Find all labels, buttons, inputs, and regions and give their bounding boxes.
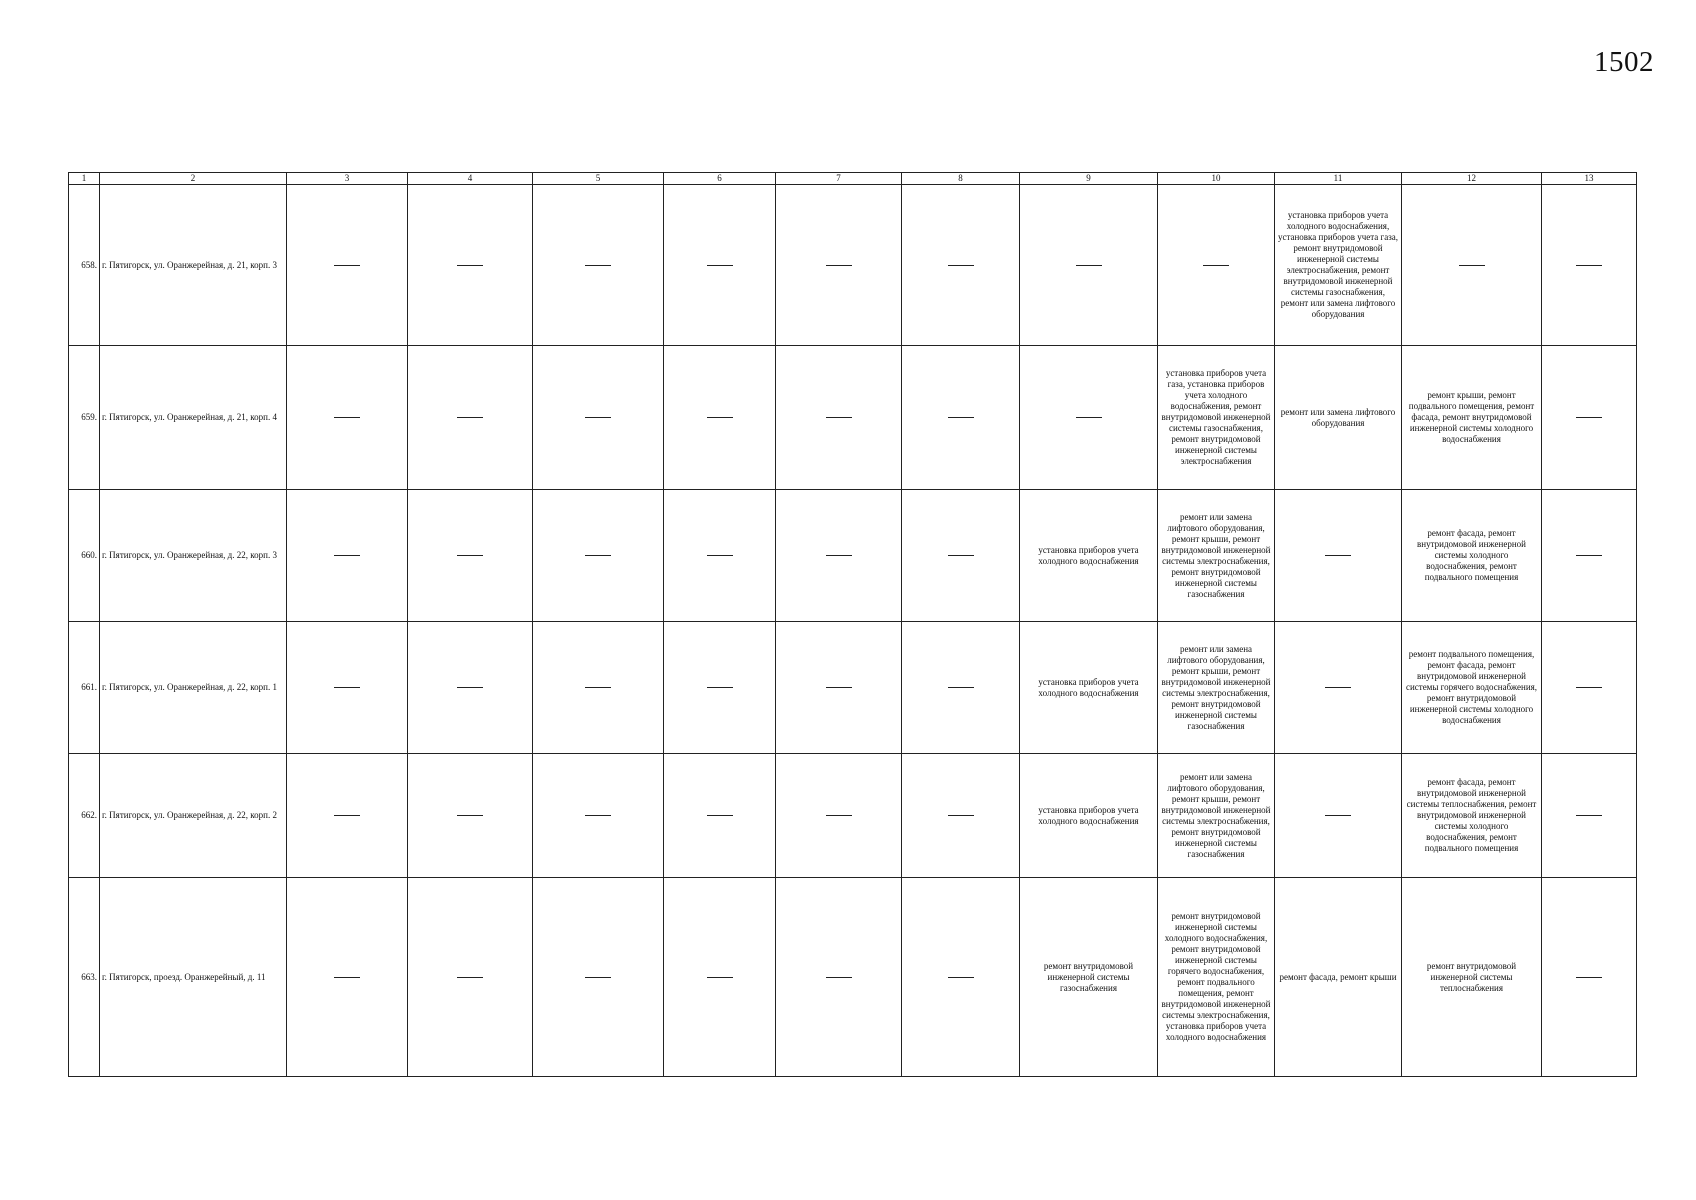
work-description-cell — [1402, 754, 1542, 878]
dash-mark — [1576, 687, 1602, 688]
empty-cell — [533, 490, 664, 622]
column-number-header: 3 — [287, 173, 408, 185]
dash-mark — [1325, 555, 1351, 556]
row-address: г. Пятигорск, проезд. Оранжерейный, д. 11 — [100, 878, 287, 1077]
table-row — [69, 754, 1637, 878]
empty-cell — [408, 490, 533, 622]
dash-mark — [334, 265, 360, 266]
empty-cell — [1020, 346, 1158, 490]
dash-mark — [585, 687, 611, 688]
empty-cell — [902, 622, 1020, 754]
empty-cell — [408, 754, 533, 878]
work-description: ремонт внутридомовой инженерной системы газоснабжения — [1043, 960, 1134, 993]
dash-mark — [707, 265, 733, 266]
empty-cell — [902, 490, 1020, 622]
dash-mark — [334, 977, 360, 978]
empty-cell — [287, 878, 408, 1077]
column-number-header: 12 — [1402, 173, 1542, 185]
empty-cell — [902, 346, 1020, 490]
dash-mark — [457, 977, 483, 978]
work-description-cell — [1275, 346, 1402, 490]
dash-mark — [585, 815, 611, 816]
row-number: 662. — [69, 754, 100, 878]
work-description-cell — [1275, 185, 1402, 346]
empty-cell — [287, 622, 408, 754]
work-description: ремонт внутридомовой инженерной системы холодного водоснабжения, ремонт внутридомовой инженерной системы горячего водоснабжения, ремонт подвального помещения, ремонт внутридомовой инженерной системы электроснабжения, установка приборов учета холодного водоснабжения — [1161, 911, 1271, 1042]
table-row — [69, 490, 1637, 622]
column-number-header: 5 — [533, 173, 664, 185]
dash-mark — [1576, 977, 1602, 978]
dash-mark — [826, 687, 852, 688]
table-row — [69, 622, 1637, 754]
column-number-header: 9 — [1020, 173, 1158, 185]
dash-mark — [948, 417, 974, 418]
work-description-cell — [1158, 878, 1275, 1077]
dash-mark — [826, 555, 852, 556]
dash-mark — [1576, 417, 1602, 418]
empty-cell — [664, 622, 776, 754]
dash-mark — [1203, 265, 1229, 266]
empty-cell — [1542, 490, 1637, 622]
work-description: установка приборов учета холодного водоснабжения — [1038, 544, 1139, 566]
dash-mark — [334, 815, 360, 816]
work-description: ремонт фасада, ремонт внутридомовой инженерной системы холодного водоснабжения, ремонт подвального помещения — [1417, 528, 1526, 582]
empty-cell — [287, 346, 408, 490]
dash-mark — [334, 417, 360, 418]
empty-cell — [776, 185, 902, 346]
row-address: г. Пятигорск, ул. Оранжерейная, д. 21, корп. 4 — [100, 346, 287, 490]
work-description-cell — [1020, 754, 1158, 878]
work-description: ремонт подвального помещения, ремонт фасада, ремонт внутридомовой инженерной системы горячего водоснабжения, ремонт внутридомовой инженерной системы холодного водоснабжения — [1405, 649, 1538, 725]
dash-mark — [585, 265, 611, 266]
work-description: установка приборов учета холодного водоснабжения — [1038, 804, 1139, 826]
column-number-header: 6 — [664, 173, 776, 185]
work-description-cell — [1158, 622, 1275, 754]
dash-mark — [334, 687, 360, 688]
dash-mark — [1076, 265, 1102, 266]
dash-mark — [826, 977, 852, 978]
dash-mark — [585, 555, 611, 556]
dash-mark — [457, 687, 483, 688]
works-table — [68, 172, 1637, 1077]
dash-mark — [457, 417, 483, 418]
dash-mark — [707, 687, 733, 688]
row-number: 663. — [69, 878, 100, 1077]
empty-cell — [664, 490, 776, 622]
work-description-cell — [1402, 622, 1542, 754]
empty-cell — [408, 346, 533, 490]
row-address: г. Пятигорск, ул. Оранжерейная, д. 21, корп. 3 — [100, 185, 287, 346]
column-number-header: 8 — [902, 173, 1020, 185]
dash-mark — [457, 555, 483, 556]
empty-cell — [287, 490, 408, 622]
column-number-header: 4 — [408, 173, 533, 185]
work-description: ремонт или замена лифтового оборудования — [1280, 406, 1396, 428]
empty-cell — [408, 185, 533, 346]
table-row — [69, 346, 1637, 490]
empty-cell — [776, 346, 902, 490]
empty-cell — [902, 754, 1020, 878]
dash-mark — [1076, 417, 1102, 418]
dash-mark — [707, 417, 733, 418]
work-description-cell — [1402, 490, 1542, 622]
empty-cell — [408, 622, 533, 754]
work-description: ремонт или замена лифтового оборудования, ремонт крыши, ремонт внутридомовой инженерной системы электроснабжения, ремонт внутридомовой инженерной системы газоснабжения — [1161, 511, 1271, 599]
dash-mark — [948, 815, 974, 816]
empty-cell — [533, 185, 664, 346]
empty-cell — [1542, 346, 1637, 490]
row-number: 660. — [69, 490, 100, 622]
dash-mark — [334, 555, 360, 556]
empty-cell — [533, 754, 664, 878]
row-address: г. Пятигорск, ул. Оранжерейная, д. 22, корп. 1 — [100, 622, 287, 754]
empty-cell — [1542, 185, 1637, 346]
empty-cell — [1542, 754, 1637, 878]
empty-cell — [287, 754, 408, 878]
empty-cell — [287, 185, 408, 346]
empty-cell — [902, 185, 1020, 346]
empty-cell — [776, 878, 902, 1077]
table-row — [69, 878, 1637, 1077]
dash-mark — [948, 687, 974, 688]
empty-cell — [664, 878, 776, 1077]
empty-cell — [1542, 622, 1637, 754]
empty-cell — [664, 185, 776, 346]
column-number-header: 11 — [1275, 173, 1402, 185]
row-number: 658. — [69, 185, 100, 346]
work-description: ремонт крыши, ремонт подвального помещения, ремонт фасада, ремонт внутридомовой инженерной системы холодного водоснабжения — [1408, 390, 1535, 444]
work-description: установка приборов учета газа, установка приборов учета холодного водоснабжения, ремонт внутридомовой инженерной системы газоснабжения, ремонт внутридомовой инженерной системы электроснабжения — [1161, 368, 1271, 466]
row-address: г. Пятигорск, ул. Оранжерейная, д. 22, корп. 3 — [100, 490, 287, 622]
work-description-cell — [1020, 490, 1158, 622]
row-number: 659. — [69, 346, 100, 490]
column-number-header: 7 — [776, 173, 902, 185]
empty-cell — [776, 490, 902, 622]
work-description-cell — [1402, 346, 1542, 490]
dash-mark — [707, 555, 733, 556]
empty-cell — [533, 346, 664, 490]
dash-mark — [948, 555, 974, 556]
dash-mark — [948, 265, 974, 266]
work-description-cell — [1158, 490, 1275, 622]
empty-cell — [776, 754, 902, 878]
empty-cell — [1275, 490, 1402, 622]
dash-mark — [1325, 815, 1351, 816]
dash-mark — [826, 265, 852, 266]
dash-mark — [457, 265, 483, 266]
dash-mark — [948, 977, 974, 978]
work-description: ремонт внутридомовой инженерной системы теплоснабжения — [1426, 960, 1517, 993]
column-number-row — [69, 173, 1637, 185]
dash-mark — [826, 815, 852, 816]
work-description-cell — [1020, 878, 1158, 1077]
dash-mark — [826, 417, 852, 418]
empty-cell — [664, 754, 776, 878]
row-address: г. Пятигорск, ул. Оранжерейная, д. 22, корп. 2 — [100, 754, 287, 878]
work-description: ремонт или замена лифтового оборудования, ремонт крыши, ремонт внутридомовой инженерной системы электроснабжения, ремонт внутридомовой инженерной системы газоснабжения — [1161, 643, 1271, 731]
dash-mark — [457, 815, 483, 816]
empty-cell — [1020, 185, 1158, 346]
empty-cell — [664, 346, 776, 490]
empty-cell — [902, 878, 1020, 1077]
dash-mark — [707, 977, 733, 978]
dash-mark — [1576, 555, 1602, 556]
column-number-header: 10 — [1158, 173, 1275, 185]
table-row — [69, 185, 1637, 346]
work-description-cell — [1158, 754, 1275, 878]
work-description-cell — [1020, 622, 1158, 754]
dash-mark — [585, 417, 611, 418]
page-number: 1502 — [1594, 46, 1654, 78]
empty-cell — [1275, 622, 1402, 754]
dash-mark — [1576, 815, 1602, 816]
work-description: ремонт фасада, ремонт внутридомовой инженерной системы теплоснабжения, ремонт внутридомовой инженерной системы холодного водоснабжения, ремонт подвального помещения — [1406, 777, 1537, 853]
empty-cell — [1275, 754, 1402, 878]
empty-cell — [408, 878, 533, 1077]
empty-cell — [1158, 185, 1275, 346]
dash-mark — [585, 977, 611, 978]
empty-cell — [533, 622, 664, 754]
work-description-cell — [1275, 878, 1402, 1077]
work-description: установка приборов учета холодного водоснабжения, установка приборов учета газа, ремонт внутридомовой инженерной системы электроснабжения, ремонт внутридомовой инженерной системы газоснабжения, ремонт или замена лифтового оборудования — [1277, 210, 1399, 319]
works-table-container — [68, 172, 1636, 1077]
work-description: ремонт фасада, ремонт крыши — [1279, 971, 1397, 982]
dash-mark — [1576, 265, 1602, 266]
work-description-cell — [1158, 346, 1275, 490]
empty-cell — [533, 878, 664, 1077]
work-description: установка приборов учета холодного водоснабжения — [1038, 676, 1139, 698]
work-description-cell — [1402, 878, 1542, 1077]
dash-mark — [707, 815, 733, 816]
work-description: ремонт или замена лифтового оборудования, ремонт крыши, ремонт внутридомовой инженерной системы электроснабжения, ремонт внутридомовой инженерной системы газоснабжения — [1161, 771, 1271, 859]
table-body — [69, 173, 1637, 1077]
column-number-header: 1 — [69, 173, 100, 185]
empty-cell — [1542, 878, 1637, 1077]
empty-cell — [1402, 185, 1542, 346]
empty-cell — [776, 622, 902, 754]
row-number: 661. — [69, 622, 100, 754]
dash-mark — [1459, 265, 1485, 266]
dash-mark — [1325, 687, 1351, 688]
column-number-header: 13 — [1542, 173, 1637, 185]
column-number-header: 2 — [100, 173, 287, 185]
